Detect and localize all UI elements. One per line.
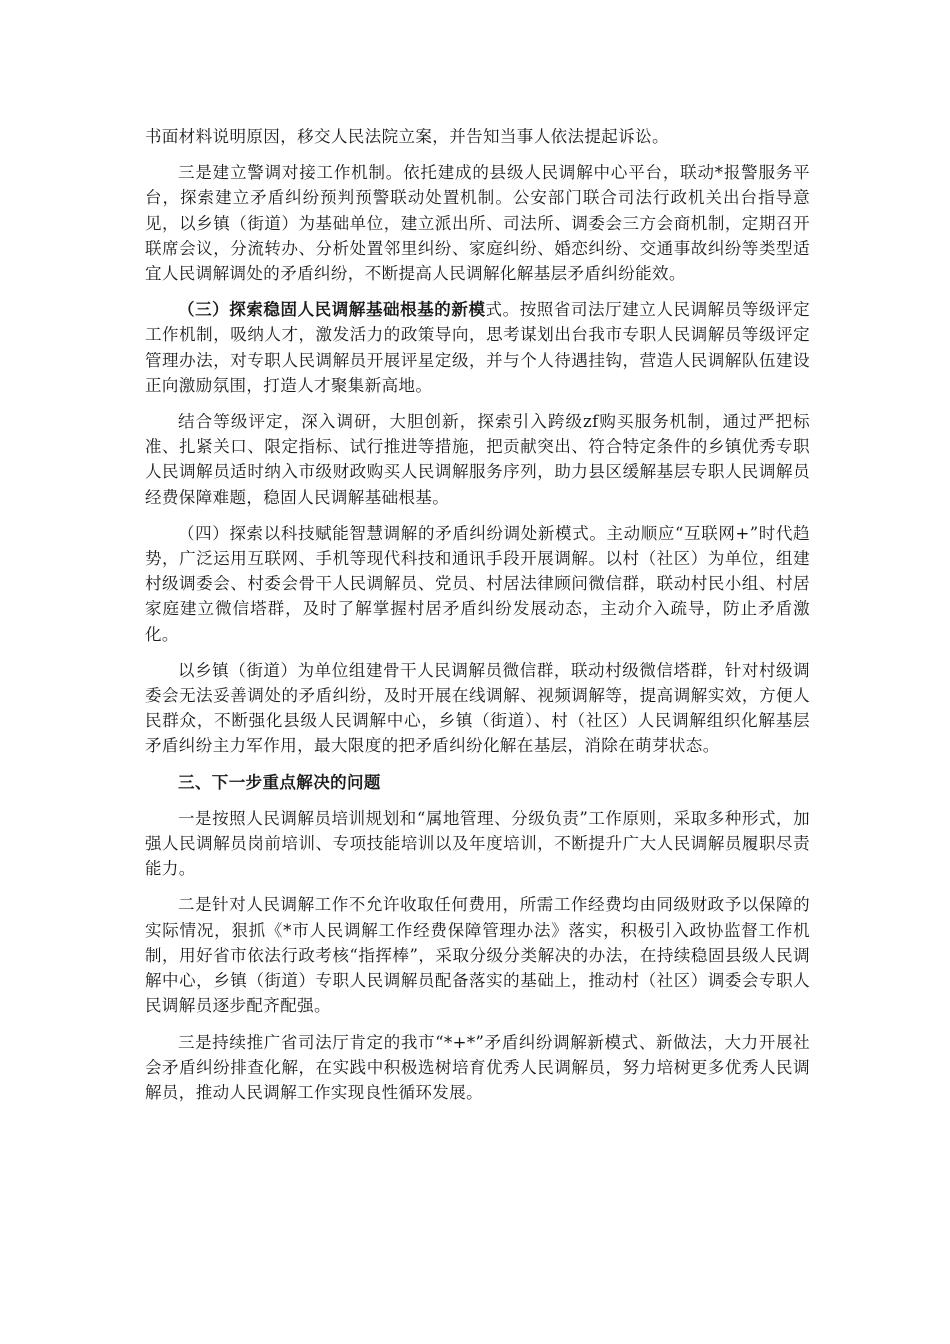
paragraph-grade-evaluation: 结合等级评定，深入调研，大胆创新，探索引入跨级zf购买服务机制，通过严把标准、扎紧关口、限定指标、试行推进等措施，把贡献突出、符合特定条件的乡镇优秀专职人民调解员适时纳入市级财政购买人民调解服务序列，助力县区缓解基层专职人民调解员经费保障难题，稳固人民调解基础根基。 <box>145 412 810 507</box>
paragraph-promotion: 三是持续推广省司法厅肯定的我市“*+*”矛盾纠纷调解新模式、新做法，大力开展社会矛盾纠纷排查化解，在实践中积极选树培育优秀人民调解员，努力培树更多优秀人民调解员，推动人民调解工作实现良性循环发展。 <box>145 1032 810 1102</box>
paragraph-funding: 二是针对人民调解工作不允许收取任何费用，所需工作经费均由同级财政予以保障的实际情况，狠抓《*市人民调解工作经费保障管理办法》落实，积极引入政协监督工作机制，用好省市依法行政考核“指挥棒”，采取分级分类解决的办法，在持续稳固县级人民调解中心，乡镇（街道）专职人民调解员配备落实的基础上，推动村（社区）调委会专职人民调解员逐步配齐配强。 <box>145 895 810 1016</box>
paragraph-section-3-body: 式。按照省司法厅建立人民调解员等级评定工作机制，吸纳人才，激发活力的政策导向，思考谋划出台我市专职人民调解员等级评定管理办法，对专职人民调解员开展评星定级，并与个人待遇挂钩，营造人民调解队伍建设正向激励氛围，打造人才聚集新高地。 <box>145 300 810 395</box>
paragraph-township-wechat: 以乡镇（街道）为单位组建骨干人民调解员微信群，联动村级微信塔群，针对村级调委会无法妥善调处的矛盾纠纷，及时开展在线调解、视频调解等，提高调解实效，方便人民群众，不断强化县级人民调解中心，乡镇（街道）、村（社区）人民调解组织化解基层矛盾纠纷主力军作用，最大限度的把矛盾纠纷化解在基层，消除在萌芽状态。 <box>145 660 810 756</box>
paragraph-section-3-lead: （三）探索稳固人民调解基础根基的新模 <box>178 300 486 320</box>
section-heading: 三、下一步重点解决的问题 <box>178 772 381 792</box>
document-body <box>145 124 810 1116</box>
paragraph-continuation: 书面材料说明原因，移交人民法院立案，并告知当事人依法提起诉讼。 <box>145 127 669 146</box>
paragraph-police-mediation: 三是建立警调对接工作机制。依托建成的县级人民调解中心平台，联动*报警服务平台，探索建立矛盾纠纷预判预警联动处置机制。公安部门联合司法行政机关出台指导意见，以乡镇（街道）为基础单位，建立派出所、司法所、调委会三方会商机制，定期召开联席会议，分流转办、分析处置邻里纠纷、家庭纠纷、婚恋纠纷、交通事故纠纷等类型适宜人民调解调处的矛盾纠纷，不断提高人民调解化解基层矛盾纠纷能效。 <box>145 163 810 284</box>
paragraph-training: 一是按照人民调解员培训规划和“属地管理、分级负责”工作原则，采取多种形式，加强人民调解员岗前培训、专项技能培训以及年度培训，不断提升广大人民调解员履职尽责能力。 <box>145 808 810 879</box>
paragraph-section-3 <box>145 297 810 398</box>
paragraph-section-4: （四）探索以科技赋能智慧调解的矛盾纠纷调处新模式。主动顺应“互联网+”时代趋势，广泛运用互联网、手机等现代科技和通讯手段开展调解。以村（社区）为单位，组建村级调委会、村委会骨干人民调解员、党员、村居法律顾问微信群，联动村民小组、村居家庭建立微信塔群，及时了解掌握村居矛盾纠纷发展动态，主动介入疏导，防止矛盾激化。 <box>145 523 810 644</box>
